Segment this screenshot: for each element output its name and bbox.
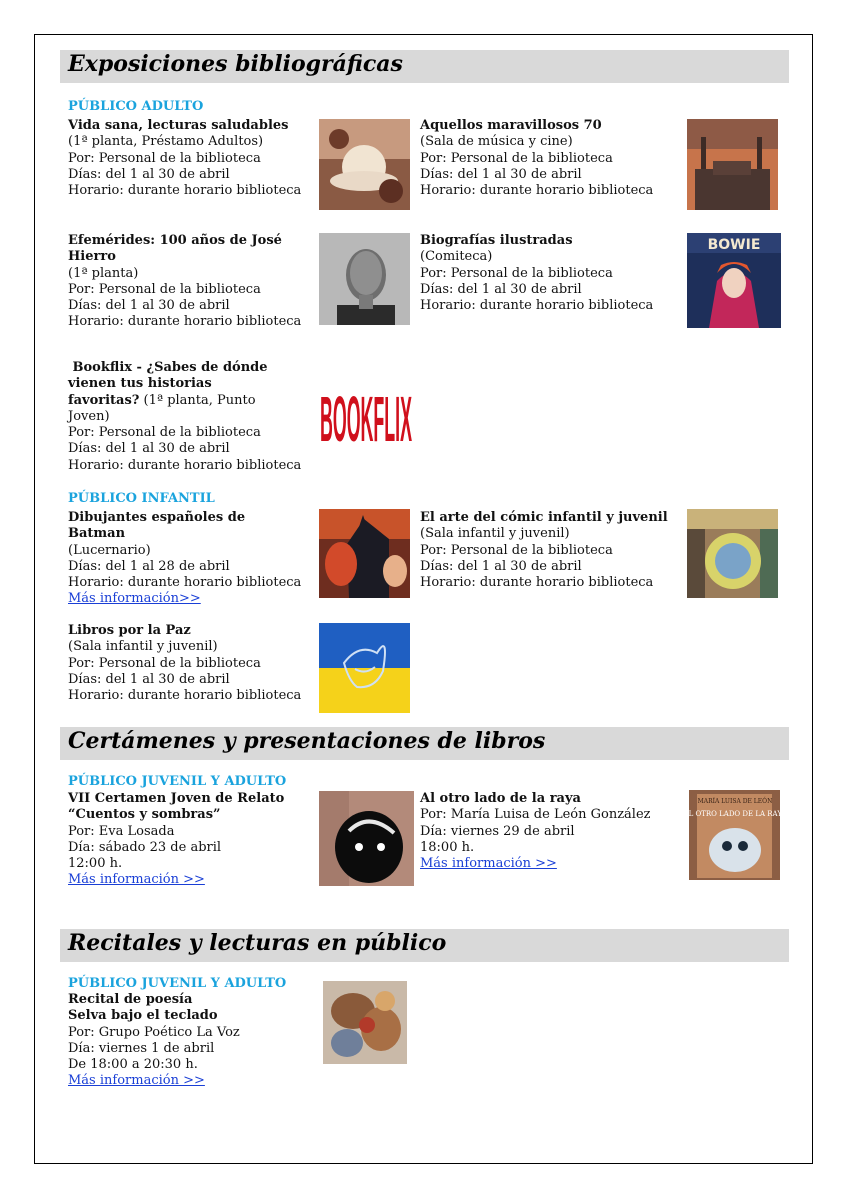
event-time: 12:00 h. xyxy=(68,856,123,872)
section-title: Recitales y lecturas en público xyxy=(68,930,447,956)
audience-label-infantil: PÚBLICO INFANTIL xyxy=(68,491,215,506)
selva-teclado-image xyxy=(323,981,407,1064)
event-location: (1ª planta, Préstamo Adultos) xyxy=(68,134,264,150)
event-maravillosos xyxy=(420,118,653,199)
event-by: Por: Personal de la biblioteca xyxy=(420,542,613,558)
animals-album-image xyxy=(687,119,778,210)
event-location: (1ª planta, Punto xyxy=(139,392,256,408)
cover-title-text: AL OTRO LADO DE LA RAYA xyxy=(683,810,787,818)
event-title-cont: vienen tus historias xyxy=(68,376,212,392)
vida-sana-image xyxy=(319,119,410,210)
event-biografias xyxy=(420,233,653,314)
audience-label-juvenil-adulto: PÚBLICO JUVENIL Y ADULTO xyxy=(68,774,287,789)
section-header-certamenes xyxy=(60,727,789,760)
event-title-cont: Hierro xyxy=(68,249,116,265)
event-comic xyxy=(420,510,668,591)
event-by: Por: María Luisa de León González xyxy=(420,807,651,823)
event-paz xyxy=(68,623,301,704)
otro-lado-raya-cover xyxy=(683,790,787,880)
event-dates: Días: del 1 al 30 de abril xyxy=(68,298,230,314)
jose-hierro-portrait xyxy=(319,233,410,325)
event-title: Biografías ilustradas xyxy=(420,233,573,248)
event-time: De 18:00 a 20:30 h. xyxy=(68,1057,198,1073)
event-dates: Días: del 1 al 30 de abril xyxy=(68,671,230,687)
event-hours: Horario: durante horario biblioteca xyxy=(68,575,302,591)
event-title: Vida sana, lecturas saludables xyxy=(68,118,289,133)
section-header-exposiciones xyxy=(60,50,789,83)
event-hours: Horario: durante horario biblioteca xyxy=(68,183,302,199)
event-time: 18:00 h. xyxy=(420,839,475,855)
event-by: Por: Eva Losada xyxy=(68,823,175,839)
event-title: Aquellos maravillosos 70 xyxy=(420,118,602,133)
event-title: Al otro lado de la raya xyxy=(420,791,581,806)
comic-exhibit-image xyxy=(687,509,778,598)
event-by: Por: Personal de la biblioteca xyxy=(68,150,261,166)
event-by: Por: Personal de la biblioteca xyxy=(420,265,613,281)
event-dates: Días: del 1 al 30 de abril xyxy=(420,558,582,574)
event-title: Bookflix - ¿Sabes de dónde xyxy=(68,360,268,375)
cover-author-text: MARÍA LUISA DE LEÓN xyxy=(697,798,773,805)
event-hours: Horario: durante horario biblioteca xyxy=(68,457,302,473)
section-header-recitales xyxy=(60,929,789,962)
event-dates: Días: del 1 al 28 de abril xyxy=(68,558,230,574)
event-subtitle: Selva bajo el teclado xyxy=(68,1008,218,1024)
event-title-end: favoritas? xyxy=(68,392,140,408)
audience-label-adulto: PÚBLICO ADULTO xyxy=(68,99,204,114)
event-dates: Días: del 1 al 30 de abril xyxy=(420,166,582,182)
event-date: Día: viernes 29 de abril xyxy=(420,823,575,839)
event-location: (Sala infantil y juvenil) xyxy=(420,526,570,542)
event-location: (Comiteca) xyxy=(420,249,493,265)
batman-comic-image xyxy=(319,509,410,598)
event-location: (Sala infantil y juvenil) xyxy=(68,639,218,655)
event-hours: Horario: durante horario biblioteca xyxy=(68,688,302,704)
event-hours: Horario: durante horario biblioteca xyxy=(420,298,654,314)
event-certamen xyxy=(68,791,284,889)
event-title: VII Certamen Joven de Relato xyxy=(68,791,285,806)
bookflix-logo-text: BOOKFLIX xyxy=(320,383,413,455)
event-dates: Días: del 1 al 30 de abril xyxy=(420,281,582,297)
more-info-link[interactable]: Más información >> xyxy=(68,1073,205,1089)
bowie-logo-text: BOWIE xyxy=(707,237,761,253)
event-by: Por: Personal de la biblioteca xyxy=(68,425,261,441)
event-vida-sana xyxy=(68,118,301,199)
event-title: Efemérides: 100 años de José xyxy=(68,233,282,248)
event-title: Libros por la Paz xyxy=(68,623,191,638)
more-info-link[interactable]: Más información>> xyxy=(68,591,201,607)
event-by: Por: Personal de la biblioteca xyxy=(68,655,261,671)
event-by: Por: Personal de la biblioteca xyxy=(420,150,613,166)
event-title: Dibujantes españoles de xyxy=(68,510,246,525)
event-title: El arte del cómic infantil y juvenil xyxy=(420,510,668,525)
section-title: Certámenes y presentaciones de libros xyxy=(68,728,546,754)
event-dates: Días: del 1 al 30 de abril xyxy=(68,441,230,457)
more-info-link[interactable]: Más información >> xyxy=(420,856,557,872)
event-raya xyxy=(420,791,651,872)
audience-label-juvenil-adulto: PÚBLICO JUVENIL Y ADULTO xyxy=(68,976,287,991)
event-title: Recital de poesía xyxy=(68,992,193,1007)
event-location-cont: Joven) xyxy=(68,408,110,424)
event-efemerides xyxy=(68,233,301,331)
bowie-cover-image xyxy=(687,233,781,328)
event-title-cont: Batman xyxy=(68,526,126,542)
event-location: (Sala de música y cine) xyxy=(420,134,573,150)
event-by: Por: Grupo Poético La Voz xyxy=(68,1024,240,1040)
event-by: Por: Personal de la biblioteca xyxy=(68,281,261,297)
section-title: Exposiciones bibliográficas xyxy=(68,51,403,77)
event-location: (Lucernario) xyxy=(68,542,151,558)
event-dates: Días: del 1 al 30 de abril xyxy=(68,166,230,182)
event-hours: Horario: durante horario biblioteca xyxy=(420,183,654,199)
ukraine-dove-image xyxy=(319,623,410,713)
bookflix-logo-image xyxy=(319,363,413,455)
more-info-link[interactable]: Más información >> xyxy=(68,872,205,888)
event-hours: Horario: durante horario biblioteca xyxy=(68,314,302,330)
event-title-last xyxy=(68,393,301,409)
event-batman xyxy=(68,510,301,608)
event-bookflix xyxy=(68,360,301,474)
cuentos-sombras-image xyxy=(319,791,414,886)
event-date: Día: viernes 1 de abril xyxy=(68,1040,215,1056)
event-title-cont: “Cuentos y sombras” xyxy=(68,807,221,823)
event-date: Día: sábado 23 de abril xyxy=(68,839,222,855)
event-location: (1ª planta) xyxy=(68,265,139,281)
event-hours: Horario: durante horario biblioteca xyxy=(420,575,654,591)
event-recital xyxy=(68,992,240,1090)
